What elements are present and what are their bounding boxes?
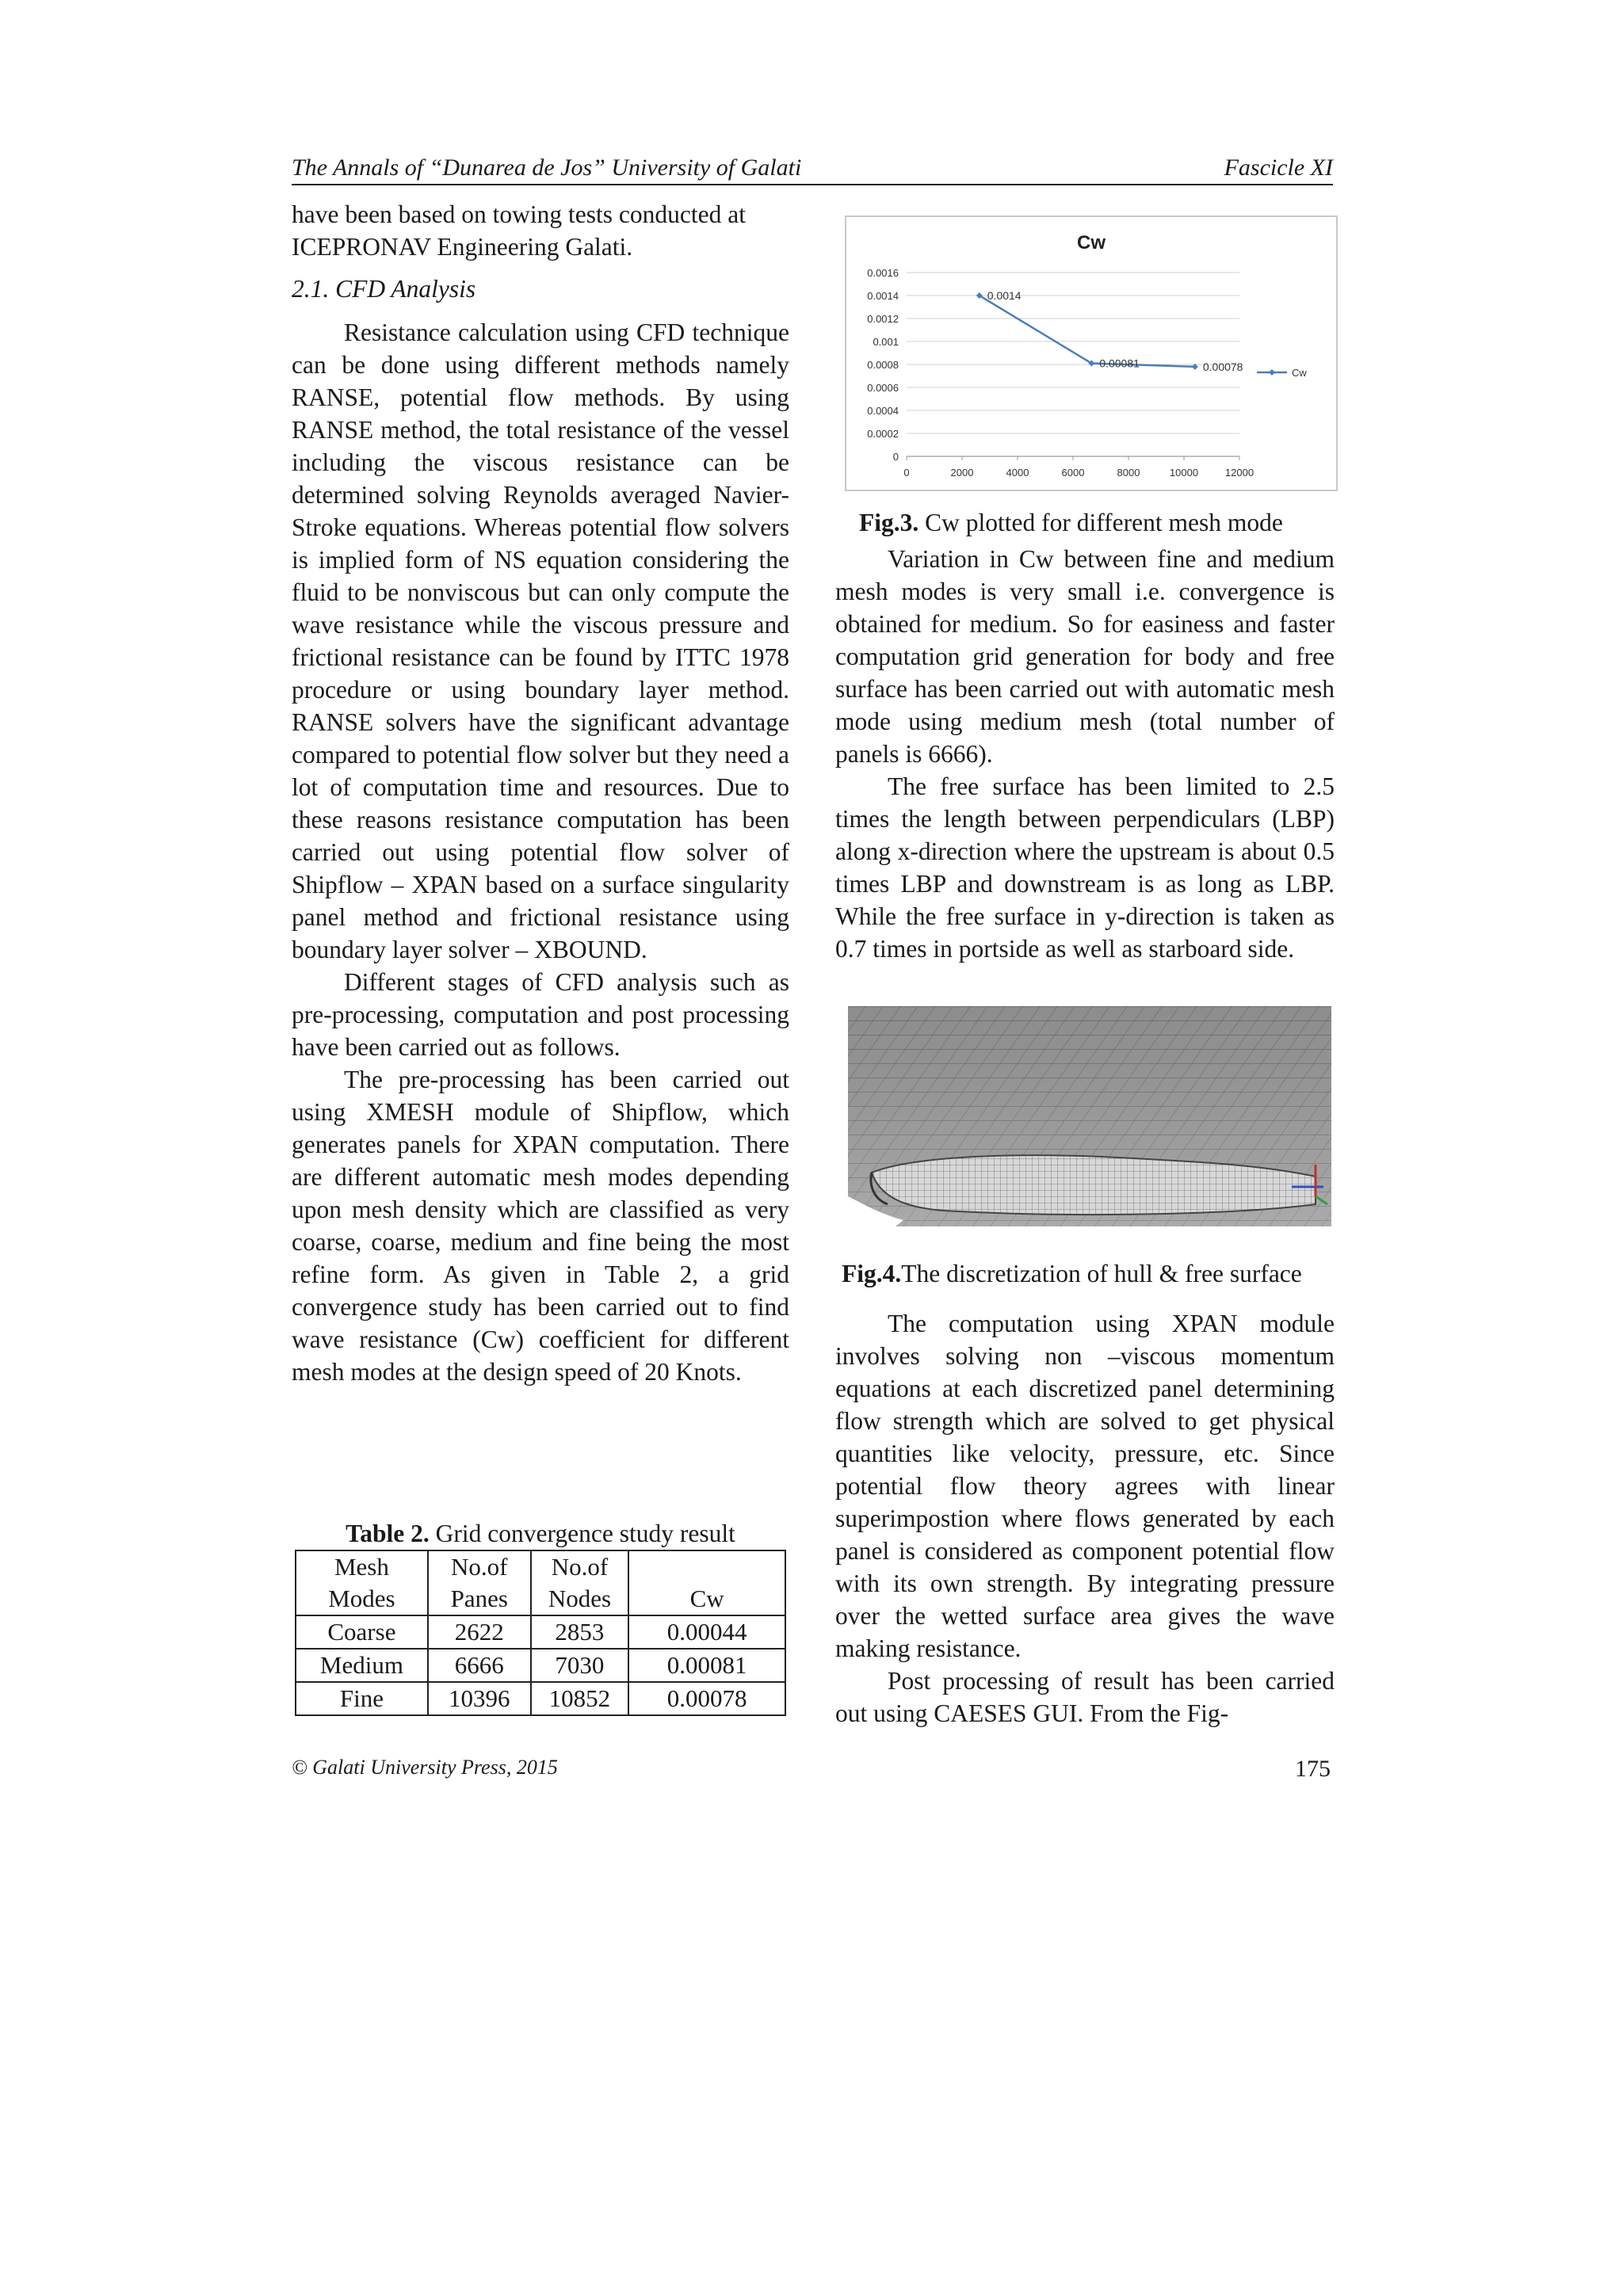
header-cell — [628, 1550, 785, 1583]
x-tick-label: 0 — [903, 467, 910, 479]
figure-3-caption — [859, 507, 1283, 539]
figure-4-caption — [842, 1258, 1302, 1290]
chart-title: Cw — [1077, 232, 1106, 254]
x-tick-label: 12000 — [1224, 467, 1254, 479]
figure-3-label: Fig.3. — [859, 509, 919, 536]
figure-4-text: The discretization of hull & free surface — [901, 1260, 1302, 1287]
table-caption-text: Grid convergence study result — [429, 1520, 735, 1547]
intro-paragraph: have been based on towing tests conducted at ICEPRONAV Engineering Galati. — [292, 200, 746, 261]
running-header — [292, 152, 1333, 185]
y-tick-label: 0.0008 — [867, 359, 899, 371]
legend-label: Cw — [1292, 367, 1307, 379]
table-header-row — [296, 1583, 785, 1615]
header-cell: Cw — [628, 1583, 785, 1615]
table-cell: Medium — [296, 1649, 428, 1682]
data-label: 0.00081 — [1099, 357, 1140, 370]
y-tick-label: 0.0012 — [867, 313, 899, 325]
paragraph: The free surface has been limited to 2.5 times the length between perpendiculars (LBP) along x-direction where the upstream is about 0.5 times LBP and downstream is as long as LBP. While the free surface in y-direction is taken as 0.7 times in portside as well as starboard side. — [835, 772, 1335, 963]
y-tick-label: 0.0016 — [867, 267, 899, 279]
table-cell: 0.00081 — [628, 1649, 785, 1682]
copyright-footer: © Galati University Press, 2015 — [292, 1756, 558, 1779]
y-tick-label: 0.0004 — [867, 405, 899, 417]
table-row — [296, 1649, 785, 1682]
table-cell: 0.00078 — [628, 1682, 785, 1715]
right-column-lower — [835, 1307, 1335, 1730]
cw-chart — [845, 215, 1338, 491]
y-tick-label: 0.0014 — [867, 290, 899, 302]
x-tick-label: 4000 — [1006, 467, 1029, 479]
x-tick-label: 8000 — [1117, 467, 1140, 479]
table-cell: Fine — [296, 1682, 428, 1715]
table-cell: 2622 — [428, 1615, 531, 1649]
paragraph: The computation using XPAN module involves solving non –viscous momentum equations at each discretized panel determining flow strength which are solved to get physical quantities like velocity, pressure, etc. Since potential flow theory agrees with linear superimpostion where flows generated by each panel is considered as component potential flow with its own strength. By integrating pressure over the wetted surface area gives the wave making resistance. — [835, 1310, 1335, 1662]
y-tick-label: 0.0006 — [867, 382, 899, 394]
table-cell: 7030 — [531, 1649, 629, 1682]
y-tick-label: 0.001 — [873, 336, 899, 348]
paragraph: Resistance calculation using CFD technique can be done using different methods namely RANSE, potential flow methods. By using RANSE method, the total resistance of the vessel including the viscous resistance can be determined solving Reynolds averaged Navier-Stroke equations. Whereas potential flow solvers is implied form of NS equation considering the fluid to be nonviscous but can only compute the wave resistance while the viscous pressure and frictional resistance can be found by ITTC 1978 procedure or using boundary layer method. RANSE solvers have the significant advantage compared to potential flow solver but they need a lot of computation time and resources. Due to these reasons resistance computation has been carried out using potential flow solver of Shipflow – XPAN based on a surface singularity panel method and frictional resistance using boundary layer solver – XBOUND. — [292, 318, 789, 963]
section-heading: 2.1. CFD Analysis — [292, 275, 476, 303]
hull-mesh-image — [848, 1006, 1331, 1226]
table-caption-label: Table 2. — [346, 1520, 430, 1547]
paragraph: Post processing of result has been carried out using CAESES GUI. From the Fig- — [835, 1667, 1335, 1727]
data-label: 0.00078 — [1202, 360, 1243, 373]
table-cell: 10852 — [531, 1682, 629, 1715]
header-cell: Nodes — [531, 1583, 629, 1615]
page-number: 175 — [1295, 1756, 1331, 1782]
series-line — [980, 296, 1195, 367]
x-tick-label: 6000 — [1061, 467, 1085, 479]
data-label: 0.0014 — [987, 289, 1022, 302]
table-cell: 10396 — [428, 1682, 531, 1715]
grid-convergence-table — [295, 1550, 786, 1716]
figure-4-label: Fig.4. — [842, 1260, 902, 1287]
table-row — [296, 1615, 785, 1649]
hull-mesh-drawing — [848, 1006, 1331, 1226]
table-cell: 0.00044 — [628, 1615, 785, 1649]
header-cell: Mesh — [296, 1550, 428, 1583]
x-tick-label: 10000 — [1169, 467, 1199, 479]
paragraph: Variation in Cw between fine and medium mesh modes is very small i.e. convergence is obtained for medium. So for easiness and faster computation grid generation for body and free surface has been carried out with automatic mesh mode using medium mesh (total number of panels is 6666). — [835, 545, 1335, 768]
table-caption — [295, 1518, 786, 1550]
paragraph: Different stages of CFD analysis such as pre-processing, computation and post processing have been carried out as follows. — [292, 968, 789, 1061]
legend-marker — [1269, 369, 1275, 376]
y-tick-label: 0 — [892, 451, 899, 463]
table-row — [296, 1682, 785, 1715]
chart-svg — [846, 217, 1336, 490]
paragraph: The pre-processing has been carried out using XMESH module of Shipflow, which generates panels for XPAN computation. There are different automatic mesh modes depending upon mesh density which are classified as very coarse, coarse, medium and fine being the most refine form. As given in Table 2, a grid convergence study has been carried out to find wave resistance (Cw) coefficient for different mesh modes at the design speed of 20 Knots. — [292, 1066, 789, 1386]
journal-title: The Annals of “Dunarea de Jos” University of Galati — [292, 154, 802, 181]
fascicle-label: Fascicle XI — [1224, 154, 1333, 181]
right-column — [835, 543, 1335, 965]
header-cell: No.of — [428, 1550, 531, 1583]
left-column — [292, 198, 789, 1388]
table-header-row — [296, 1550, 785, 1583]
table-cell: 2853 — [531, 1615, 629, 1649]
table-cell: Coarse — [296, 1615, 428, 1649]
figure-3-text: Cw plotted for different mesh mode — [918, 509, 1283, 536]
header-cell: Modes — [296, 1583, 428, 1615]
header-cell: Panes — [428, 1583, 531, 1615]
x-tick-label: 2000 — [950, 467, 974, 479]
y-tick-label: 0.0002 — [867, 428, 899, 440]
table-cell: 6666 — [428, 1649, 531, 1682]
header-cell: No.of — [531, 1550, 629, 1583]
